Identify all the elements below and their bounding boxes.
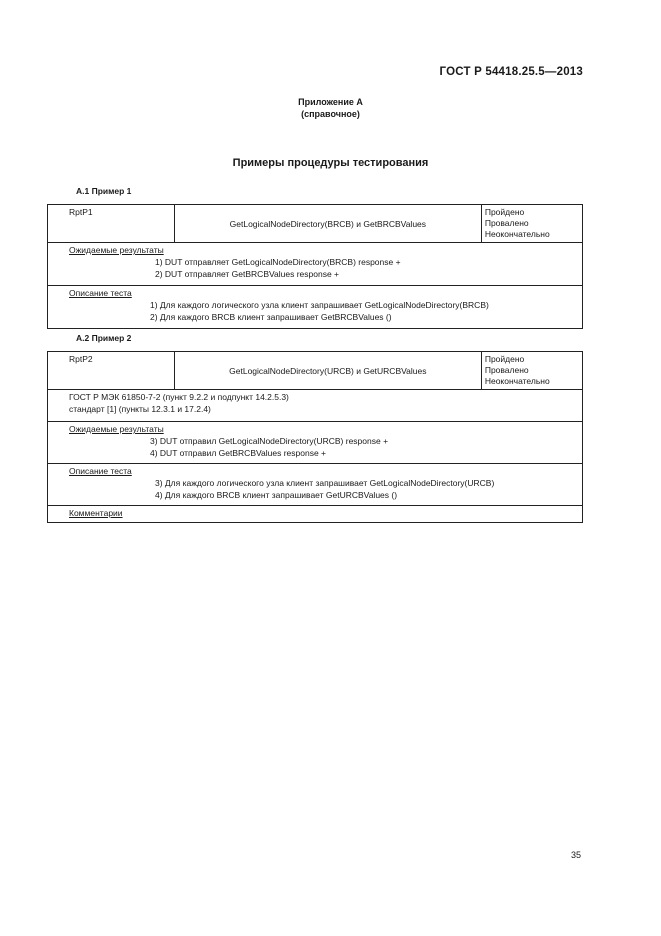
status-passed: Пройдено — [484, 354, 525, 364]
status-passed: Пройдено — [484, 207, 525, 217]
expected-item: 3) DUT отправил GetLogicalNodeDirectory(URCB) response + — [150, 436, 389, 446]
comments-label: Комментарии — [69, 508, 123, 518]
example1-expected — [48, 243, 583, 286]
example2-references — [48, 390, 583, 422]
test-description-label: Описание теста — [69, 466, 132, 476]
status-failed: Провалено — [484, 365, 529, 375]
page-title: Примеры процедуры тестирования — [232, 157, 429, 169]
annex-title: Приложение А — [298, 97, 363, 107]
expected-item: 1) DUT отправляет GetLogicalNodeDirectory(BRCB) response + — [155, 257, 401, 267]
description-item: 3) Для каждого логического узла клиент запрашивает GetLogicalNodeDirectory(URCB) — [155, 478, 495, 488]
test-description-label: Описание теста — [69, 288, 132, 298]
example1-services: GetLogicalNodeDirectory(BRCB) и GetBRCBValues — [174, 205, 481, 243]
expected-item: 4) DUT отправил GetBRCBValues response + — [150, 448, 327, 458]
expected-results-label: Ожидаемые результаты — [69, 245, 164, 255]
status-inconclusive: Неокончательно — [484, 229, 550, 239]
example1-heading: А.1 Пример 1 — [76, 186, 132, 196]
example2-services: GetLogicalNodeDirectory(URCB) и GetURCBValues — [174, 352, 481, 390]
expected-item: 2) DUT отправляет GetBRCBValues response + — [155, 269, 339, 279]
page-number: 35 — [570, 850, 581, 860]
example2-statuses — [481, 352, 582, 390]
example2-comments — [48, 506, 583, 523]
reference-item: стандарт [1] (пункты 12.3.1 и 17.2.4) — [69, 404, 211, 414]
example2-table — [47, 351, 583, 523]
description-item: 1) Для каждого логического узла клиент запрашивает GetLogicalNodeDirectory(BRCB) — [150, 300, 489, 310]
document-code: ГОСТ Р 54418.25.5—2013 — [439, 66, 583, 78]
example1-statuses — [481, 205, 582, 243]
example1-table — [47, 204, 583, 329]
annex-heading — [0, 96, 661, 120]
example2-heading: А.2 Пример 2 — [76, 333, 132, 343]
example2-expected — [48, 422, 583, 464]
description-item: 4) Для каждого BRCB клиент запрашивает GetURCBValues () — [155, 490, 398, 500]
description-item: 2) Для каждого BRCB клиент запрашивает GetBRCBValues () — [150, 312, 392, 322]
expected-results-label: Ожидаемые результаты — [69, 424, 164, 434]
example2-id: RptP2 — [48, 352, 175, 390]
example1-description — [48, 286, 583, 329]
example1-id: RptP1 — [48, 205, 175, 243]
reference-item: ГОСТ Р МЭК 61850-7-2 (пункт 9.2.2 и подпункт 14.2.5.3) — [69, 392, 289, 402]
status-inconclusive: Неокончательно — [484, 376, 550, 386]
annex-subtitle: (справочное) — [301, 109, 360, 119]
example2-description — [48, 464, 583, 506]
status-failed: Провалено — [484, 218, 529, 228]
